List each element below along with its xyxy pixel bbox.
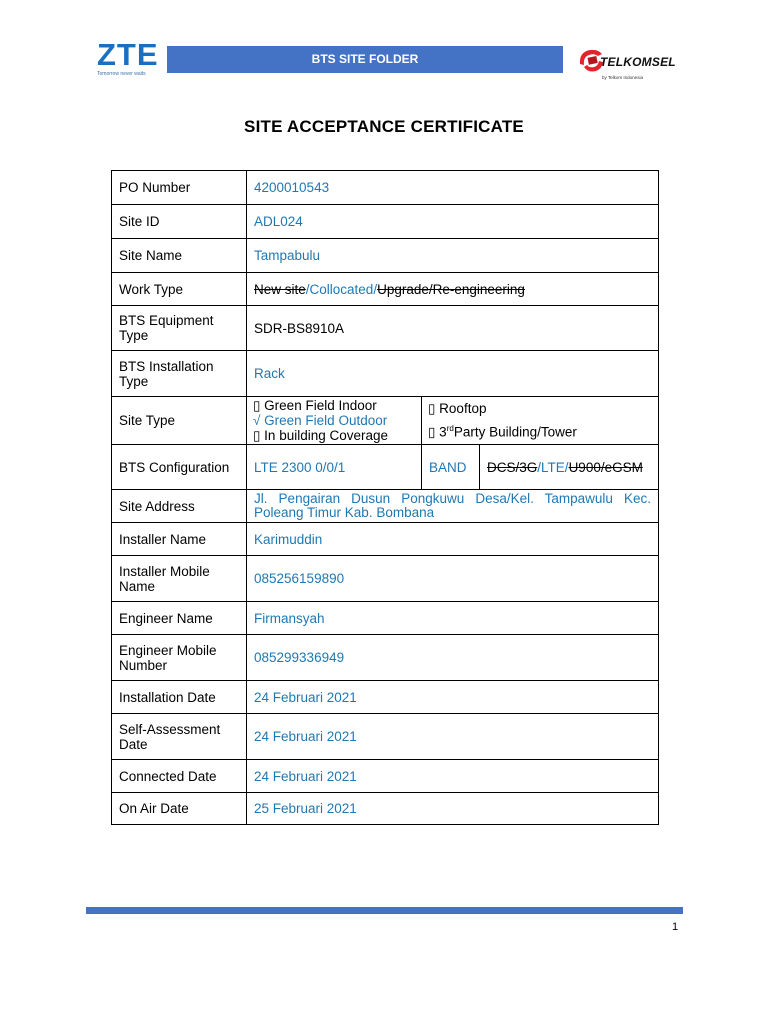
engineer-name-value: Firmansyah	[247, 602, 659, 635]
table-row	[112, 239, 659, 273]
telkomsel-logo-text: TELKOMSEL	[600, 55, 676, 69]
band-option-lte: LTE	[541, 459, 565, 475]
equipment-type-label: BTS Equipment Type	[112, 306, 247, 351]
engineer-name-label: Engineer Name	[112, 602, 247, 635]
telkomsel-logo-subtext: by Telkom Indonesia	[602, 75, 643, 80]
header-banner: BTS SITE FOLDER	[167, 46, 563, 73]
equipment-type-value: SDR-BS8910A	[247, 306, 659, 351]
table-row	[112, 351, 659, 397]
installer-mobile-value: 085256159890	[247, 556, 659, 602]
installation-date-label: Installation Date	[112, 681, 247, 714]
work-type-separator: /	[373, 281, 378, 297]
table-row	[112, 306, 659, 351]
site-type-options-left	[247, 397, 422, 445]
engineer-mobile-label: Engineer Mobile Number	[112, 635, 247, 681]
table-row	[112, 793, 659, 825]
band-separator: /	[564, 459, 569, 475]
table-row	[112, 445, 659, 490]
site-id-label: Site ID	[112, 205, 247, 239]
third-party-suffix: Party Building/Tower	[453, 424, 577, 440]
work-type-option-collocated: Collocated	[309, 281, 374, 297]
installation-type-label: BTS Installation Type	[112, 351, 247, 397]
work-type-separator: /	[305, 281, 310, 297]
site-address-label: Site Address	[112, 490, 247, 523]
installer-name-value: Karimuddin	[247, 523, 659, 556]
self-assessment-date-value: 24 Februari 2021	[247, 714, 659, 760]
third-party-superscript: rd	[446, 424, 454, 434]
on-air-date-value: 25 Februari 2021	[247, 793, 659, 825]
page-number: 1	[672, 921, 679, 933]
work-type-option-upgrade: Upgrade/Re-engineering	[377, 281, 525, 297]
band-option-u900: U900/eGSM	[568, 459, 643, 475]
work-type-option-new-site: New site	[254, 281, 306, 297]
connected-date-label: Connected Date	[112, 760, 247, 793]
engineer-mobile-value: 085299336949	[247, 635, 659, 681]
installer-name-label: Installer Name	[112, 523, 247, 556]
footer-bar	[86, 907, 683, 914]
table-row	[112, 602, 659, 635]
document-title: SITE ACCEPTANCE CERTIFICATE	[244, 117, 524, 136]
work-type-value	[247, 273, 659, 306]
site-type-option-inbuilding: ▯ In building Coverage	[253, 428, 389, 443]
site-name-value: Tampabulu	[247, 239, 659, 273]
table-row	[112, 635, 659, 681]
connected-date-value: 24 Februari 2021	[247, 760, 659, 793]
band-label: BAND	[422, 445, 480, 490]
zte-logo	[97, 37, 167, 80]
table-row	[112, 490, 659, 523]
site-type-option-third-party	[428, 421, 652, 440]
band-separator: /	[537, 459, 542, 475]
table-row	[112, 556, 659, 602]
band-option-dcs-3g: DCS/3G	[487, 459, 538, 475]
table-row	[112, 681, 659, 714]
site-type-options-right	[422, 397, 659, 445]
on-air-date-label: On Air Date	[112, 793, 247, 825]
band-value	[480, 445, 659, 490]
table-row	[112, 205, 659, 239]
table-row	[112, 273, 659, 306]
site-type-option-indoor: ▯ Green Field Indoor	[253, 398, 377, 413]
installation-type-value: Rack	[247, 351, 659, 397]
site-name-label: Site Name	[112, 239, 247, 273]
site-type-option-rooftop: ▯ Rooftop	[428, 401, 487, 417]
installation-date-value: 24 Februari 2021	[247, 681, 659, 714]
table-row	[112, 171, 659, 205]
po-number-label: PO Number	[112, 171, 247, 205]
zte-tagline: Tomorrow never waits	[97, 71, 146, 77]
table-row	[112, 714, 659, 760]
third-party-prefix: ▯ 3	[428, 424, 447, 440]
telkomsel-logo	[574, 42, 684, 88]
certificate-table	[111, 170, 659, 825]
configuration-label: BTS Configuration	[112, 445, 247, 490]
site-type-label: Site Type	[112, 397, 247, 445]
installer-mobile-label: Installer Mobile Name	[112, 556, 247, 602]
work-type-label: Work Type	[112, 273, 247, 306]
table-row	[112, 523, 659, 556]
table-row	[112, 397, 659, 445]
table-row	[112, 760, 659, 793]
site-type-option-outdoor: √ Green Field Outdoor	[253, 413, 388, 428]
configuration-value: LTE 2300 0/0/1	[247, 445, 422, 490]
site-address-value: Jl. Pengairan Dusun Pongkuwu Desa/Kel. Tampawulu Kec. Poleang Timur Kab. Bombana	[247, 490, 659, 523]
site-id-value: ADL024	[247, 205, 659, 239]
po-number-value: 4200010543	[247, 171, 659, 205]
self-assessment-date-label: Self-Assessment Date	[112, 714, 247, 760]
zte-logo-text: ZTE	[97, 37, 159, 72]
